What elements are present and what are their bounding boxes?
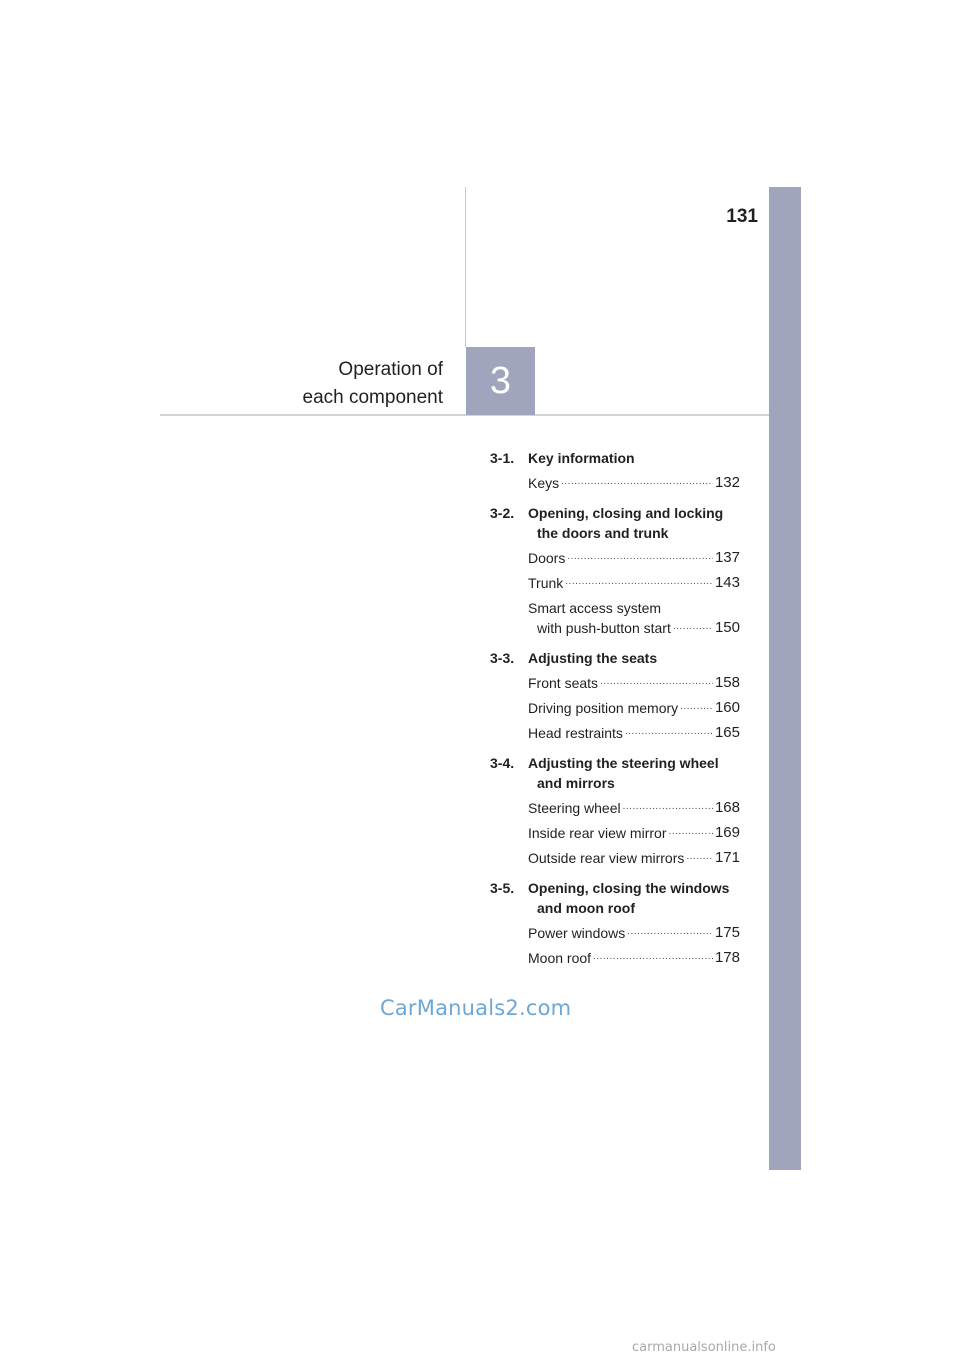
section-heading[interactable] xyxy=(490,648,740,668)
entry-label xyxy=(528,598,671,638)
dot-leader xyxy=(600,675,713,689)
entry-page-number: 175 xyxy=(714,924,740,941)
section-title-continuation: and moon roof xyxy=(537,900,635,916)
entry-page-number: 178 xyxy=(714,949,740,966)
dot-leader xyxy=(625,725,713,739)
section-title-continuation: and mirrors xyxy=(537,775,615,791)
chapter-title-line1: Operation of xyxy=(338,359,443,380)
dot-leader xyxy=(593,950,713,964)
section-heading[interactable] xyxy=(490,878,740,918)
entry-label xyxy=(528,473,559,493)
section-title-text: Adjusting the seats xyxy=(528,650,658,666)
toc-entry[interactable] xyxy=(528,723,740,743)
toc-section xyxy=(490,753,740,868)
toc-entry[interactable] xyxy=(528,698,740,718)
footer-watermark: carmanualsonline.info xyxy=(632,1340,776,1355)
entry-label xyxy=(528,723,623,743)
section-title xyxy=(528,753,740,793)
entry-label xyxy=(528,923,625,943)
toc-entry[interactable] xyxy=(528,573,740,593)
section-number: 3-1. xyxy=(490,450,515,466)
entry-label-text: Driving position memory xyxy=(528,700,679,716)
entry-label-text: Power windows xyxy=(528,925,626,941)
section-heading[interactable] xyxy=(490,448,740,468)
dot-leader xyxy=(686,850,713,864)
entry-label xyxy=(528,848,684,868)
chapter-title xyxy=(303,356,444,412)
toc-section xyxy=(490,503,740,638)
entry-page-number: 171 xyxy=(714,849,740,866)
section-title-text: Adjusting the steering wheel xyxy=(528,755,719,771)
page-number: 131 xyxy=(726,206,758,227)
entry-label-text: Trunk xyxy=(528,575,564,591)
watermark[interactable]: CarManuals2.com xyxy=(380,996,572,1020)
chapter-side-tab xyxy=(769,187,801,1170)
entry-page-number: 165 xyxy=(714,724,740,741)
entry-page-number: 168 xyxy=(714,799,740,816)
entry-label-text: Head restraints xyxy=(528,725,623,741)
vertical-divider xyxy=(465,187,466,347)
entry-page-number: 158 xyxy=(714,674,740,691)
toc-entry[interactable] xyxy=(528,823,740,843)
toc-entry[interactable] xyxy=(528,473,740,493)
dot-leader xyxy=(680,700,713,714)
entry-label-text: Moon roof xyxy=(528,950,592,966)
entry-page-number: 137 xyxy=(714,549,740,566)
entry-label xyxy=(528,798,621,818)
toc-entry[interactable] xyxy=(528,923,740,943)
entry-label-text: Smart access system xyxy=(528,600,662,616)
section-heading[interactable] xyxy=(490,753,740,793)
dot-leader xyxy=(623,800,713,814)
toc-section xyxy=(490,448,740,493)
toc-entry[interactable] xyxy=(528,798,740,818)
entry-page-number: 143 xyxy=(714,574,740,591)
entry-label xyxy=(528,948,591,968)
entry-page-number: 150 xyxy=(714,619,740,636)
section-heading[interactable] xyxy=(490,503,740,543)
entry-label xyxy=(528,673,598,693)
section-number: 3-3. xyxy=(490,650,515,666)
section-title xyxy=(528,503,740,543)
section-number: 3-5. xyxy=(490,880,515,896)
dot-leader xyxy=(561,475,713,489)
toc-entry[interactable] xyxy=(528,548,740,568)
entry-label-text: Keys xyxy=(528,475,560,491)
toc-entry[interactable] xyxy=(528,673,740,693)
section-title-text: Opening, closing and locking xyxy=(528,505,724,521)
toc-entry[interactable] xyxy=(528,848,740,868)
entry-label-text: Steering wheel xyxy=(528,800,621,816)
section-title-text: Opening, closing the windows xyxy=(528,880,730,896)
dot-leader xyxy=(673,620,713,634)
toc-section xyxy=(490,878,740,968)
table-of-contents xyxy=(490,448,740,978)
section-title xyxy=(528,448,740,468)
entry-label-text: Inside rear view mirror xyxy=(528,825,667,841)
entry-label xyxy=(528,573,563,593)
entry-label-text: Outside rear view mirrors xyxy=(528,850,685,866)
toc-section xyxy=(490,648,740,743)
dot-leader xyxy=(668,825,712,839)
entry-label-continuation: with push-button start xyxy=(537,620,671,636)
section-title xyxy=(528,648,740,668)
dot-leader xyxy=(565,575,713,589)
entry-page-number: 132 xyxy=(714,474,740,491)
entry-label xyxy=(528,698,678,718)
entry-page-number: 160 xyxy=(714,699,740,716)
toc-entry[interactable] xyxy=(528,948,740,968)
entry-label xyxy=(528,548,565,568)
entry-label xyxy=(528,823,666,843)
dot-leader xyxy=(627,925,713,939)
toc-entry[interactable] xyxy=(528,598,740,638)
entry-label-text: Doors xyxy=(528,550,566,566)
horizontal-divider xyxy=(160,414,769,416)
chapter-number-box: 3 xyxy=(466,347,535,415)
chapter-title-line2: each component xyxy=(302,387,443,408)
entry-label-text: Front seats xyxy=(528,675,599,691)
section-title xyxy=(528,878,740,918)
section-title-continuation: the doors and trunk xyxy=(537,525,669,541)
section-number: 3-2. xyxy=(490,505,515,521)
dot-leader xyxy=(567,550,713,564)
section-number: 3-4. xyxy=(490,755,515,771)
entry-page-number: 169 xyxy=(714,824,740,841)
section-title-text: Key information xyxy=(528,450,635,466)
